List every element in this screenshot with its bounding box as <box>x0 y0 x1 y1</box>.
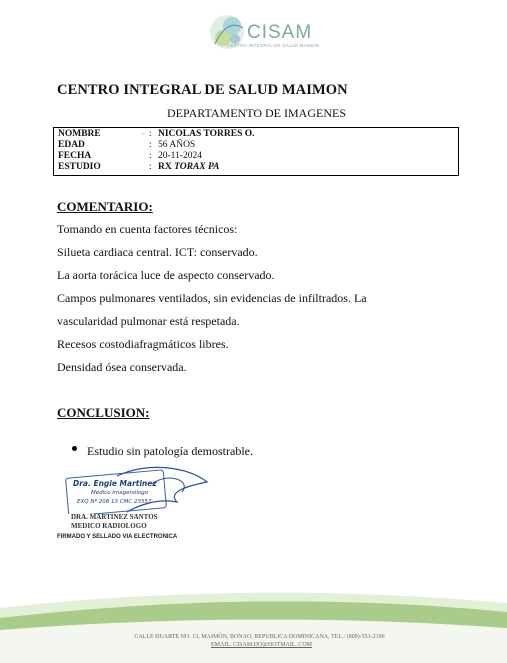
comment-line: Recesos costodiafragmáticos libres. <box>57 337 229 351</box>
date-label: FECHA <box>58 151 92 161</box>
patient-info-box <box>53 127 459 176</box>
comment-line: vascularidad pulmonar está respetada. <box>57 314 240 328</box>
footer-address: CALLE DUARTE NO. 13, MAIMÓN, BONAO, REPUBLICA DOMINICANA, TEL.: (809)-551-2196 <box>134 634 385 640</box>
cisam-logo <box>205 10 325 56</box>
bullet-icon <box>72 446 77 451</box>
stamp-exq: EXQ Nº 208 13 CMC 23557 <box>77 499 152 505</box>
logo-tagline: CENTRO INTEGRAL DE SALUD MAIMON <box>227 43 320 48</box>
date-value: 20-11-2024 <box>158 151 202 161</box>
study-value-type: RX <box>158 162 172 172</box>
spellcheck-mark-icon: ﾟ <box>142 133 146 141</box>
age-label: EDAD <box>58 140 85 150</box>
stamp-name: Dra. Engie Martinez <box>73 479 157 488</box>
department-label: DEPARTAMENTO DE IMAGENES <box>167 106 346 120</box>
footer-wave <box>0 588 507 663</box>
signer-name: DRA. MARTINEZ SANTOS <box>71 513 158 521</box>
study-label: ESTUDIO <box>58 162 101 172</box>
comment-line: Densidad ósea conservada. <box>57 360 187 374</box>
age-colon: : <box>149 140 152 150</box>
stamp-role: Medico Imagenólogo <box>91 490 149 496</box>
conclusion-heading: CONCLUSION: <box>57 405 150 420</box>
name-value: NICOLAS TORRES O. <box>158 129 255 139</box>
document-title: CENTRO INTEGRAL DE SALUD MAIMON <box>57 82 348 98</box>
signature-note: FIRMADO Y SELLADO VIA ELECTRONICA <box>57 534 178 540</box>
signature-stamp-icon <box>57 462 217 514</box>
comment-line: Campos pulmonares ventilados, sin evidencias de infiltrados. La <box>57 291 367 305</box>
signer-role: MEDICO RADIOLOGO <box>71 522 147 530</box>
name-label: NOMBRE <box>58 129 101 139</box>
comment-heading: COMENTARIO: <box>57 199 153 214</box>
study-value-view: TORAX PA <box>174 162 220 172</box>
footer-email: EMAIL: CISAM.DO@HOTMAIL .COM <box>211 642 312 648</box>
comment-line: Silueta cardiaca central. ICT: conservado. <box>57 245 258 259</box>
study-colon: : <box>149 162 152 172</box>
signature-block <box>57 462 217 542</box>
age-value: 56 AÑOS <box>158 140 196 150</box>
comment-line: La aorta torácica luce de aspecto conservado. <box>57 268 275 282</box>
name-colon: : <box>149 129 152 139</box>
study-value <box>158 162 219 173</box>
comment-line: Tomando en cuenta factores técnicos: <box>57 222 238 236</box>
logo-wordmark: CISAM <box>247 22 313 43</box>
date-colon: : <box>149 151 152 161</box>
conclusion-item: Estudio sin patología demostrable. <box>87 444 253 458</box>
